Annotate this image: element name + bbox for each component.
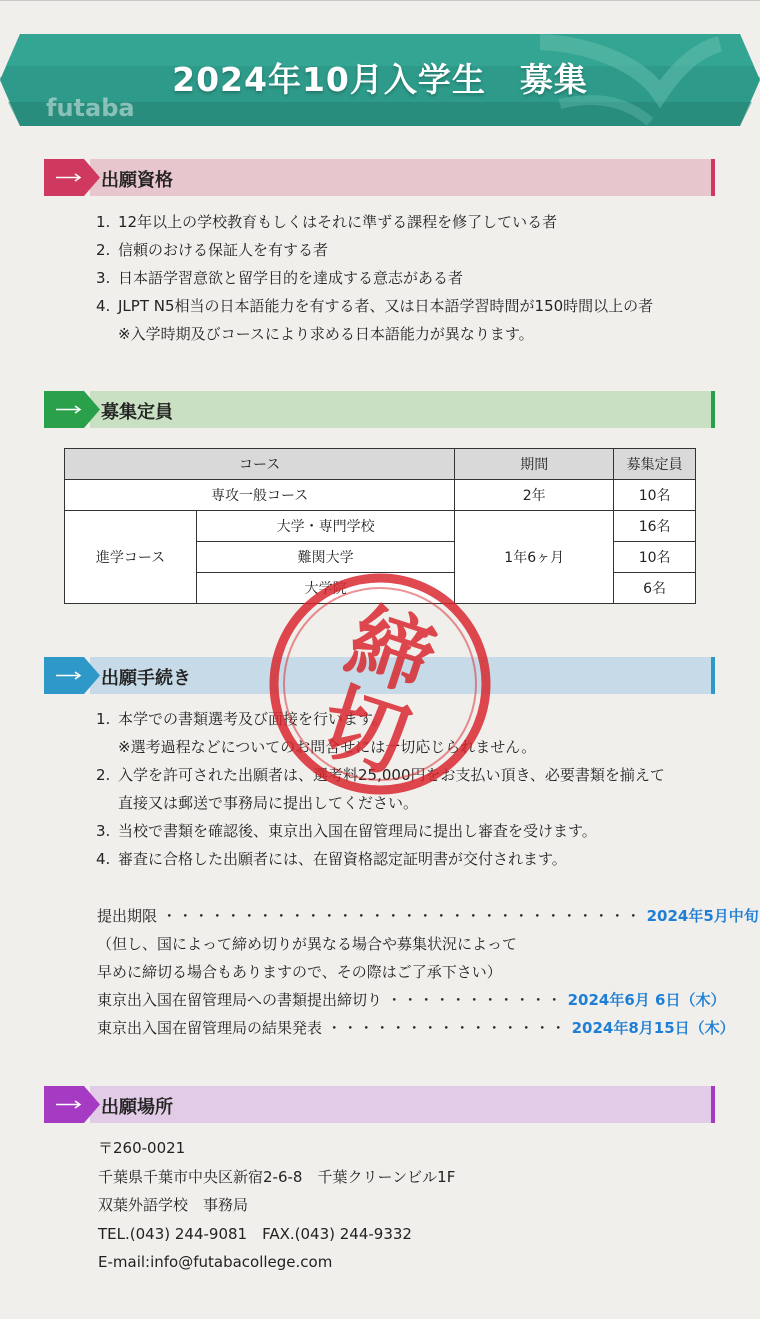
list-note: ※入学時期及びコースにより求める日本語能力が異なります。 [118,325,534,343]
section-title: 出願手続き [101,668,191,689]
top-border [0,0,760,1]
course-cell: 専攻一般コース [65,480,455,511]
deadline-label: 提出期限 [97,907,158,925]
deadline-note: （但し、国によって締め切りが異なる場合や募集状況によって [97,935,518,953]
closed-stamp [266,570,494,798]
section-endcap [711,657,715,694]
arrow-icon [44,391,100,428]
column-header: 期間 [455,449,614,480]
list-item: 2. 入学を許可された出願者は、選考料25,000円をお支払い頂き、必要書類を揃えて 直接又は郵送で事務局に提出してください。 [96,761,665,817]
office-name: 双葉外語学校 事務局 [98,1196,249,1214]
subcourse-cell: 大学・専門学校 [197,511,455,542]
arrow-icon [44,1086,100,1123]
table-row [65,480,696,511]
section-endcap [711,159,715,196]
section-header-place [44,1086,715,1123]
submit-deadline-row [97,986,725,1014]
course-cell: 進学コース [65,511,197,604]
list-item: 3. 当校で書類を確認後、東京出入国在留管理局に提出し審査を受けます。 [96,822,597,840]
section-bar [90,1086,715,1123]
arrow-icon [44,159,100,196]
list-item: 4. JLPT N5相当の日本語能力を有する者、又は日本語学習時間が150時間以上の者 ※入学時期及びコースにより求める日本語能力が異なります。 [96,292,653,348]
period-cell: 2年 [455,480,614,511]
arrow-icon [44,657,100,694]
deadline-note: 早めに締切る場合もありますので、その際はご了承下さい） [97,963,502,981]
section-title: 募集定員 [101,402,173,423]
subcourse-cell: 難関大学 [197,542,455,573]
table-header-row [65,449,696,480]
section-bar [90,391,715,428]
postal-code: 〒260-0021 [98,1139,186,1157]
list-note: ※選考過程などについてのお問合せには一切応じられません。 [118,738,537,756]
seats-cell: 16名 [614,511,696,542]
section-title: 出願資格 [101,170,173,191]
qualification-list [96,208,653,348]
section-endcap [711,1086,715,1123]
email-address: E-mail:info@futabacollege.com [98,1253,333,1271]
deadline-date: 2024年5月中旬 [646,907,759,925]
list-item: 4. 審査に合格した出願者には、在留資格認定証明書が交付されます。 [96,850,567,868]
period-cell: 1年6ヶ月 [455,511,614,604]
seats-cell: 6名 [614,573,696,604]
list-note: 直接又は郵送で事務局に提出してください。 [118,794,419,812]
deadline-row [97,902,759,930]
section-header-qualification [44,159,715,196]
phone-fax: TEL.(043) 244-9081 FAX.(043) 244-9332 [98,1224,412,1243]
subcourse-cell: 大学院 [197,573,455,604]
submit-label: 東京出入国在留管理局への書類提出締切り [97,991,383,1009]
column-header: 募集定員 [614,449,696,480]
futaba-logo: futaba [46,94,135,122]
submit-date: 2024年6月 6日（木） [567,991,726,1009]
result-date: 2024年8月15日（木） [571,1019,735,1037]
seats-cell: 10名 [614,542,696,573]
table-row [65,511,696,542]
section-title: 出願場所 [101,1097,173,1118]
address-block [98,1134,455,1277]
page-title: 2024年10月入学生 募集 [172,60,588,99]
stamp-text-top: 締 [335,591,446,711]
seats-cell: 10名 [614,480,696,511]
leader-dots: ・・・・・・・・・・・ [386,991,563,1009]
section-bar [90,159,715,196]
list-item: 1. 本学での書類選考及び面接を行います。 ※選考過程などについてのお問合せには一切応じられません。 [96,705,665,761]
result-row [97,1014,735,1042]
leader-dots: ・・・・・・・・・・・・・・・ [326,1019,567,1037]
section-header-capacity [44,391,715,428]
street-address: 千葉県千葉市中央区新宿2-6-8 千葉クリーンビル1F [98,1167,456,1186]
column-header: コース [65,449,455,480]
stamp-text-bottom: 切 [309,671,420,791]
list-item: 3. 日本語学習意欲と留学目的を達成する意志がある者 [96,269,464,287]
banner [0,34,760,126]
list-item: 1. 12年以上の学校教育もしくはそれに準ずる課程を修了している者 [96,213,558,231]
list-item: 2. 信頼のおける保証人を有する者 [96,241,329,259]
section-endcap [711,391,715,428]
result-label: 東京出入国在留管理局の結果発表 [97,1019,323,1037]
leader-dots: ・・・・・・・・・・・・・・・・・・・・・・・・・・・・・・ [161,907,642,925]
